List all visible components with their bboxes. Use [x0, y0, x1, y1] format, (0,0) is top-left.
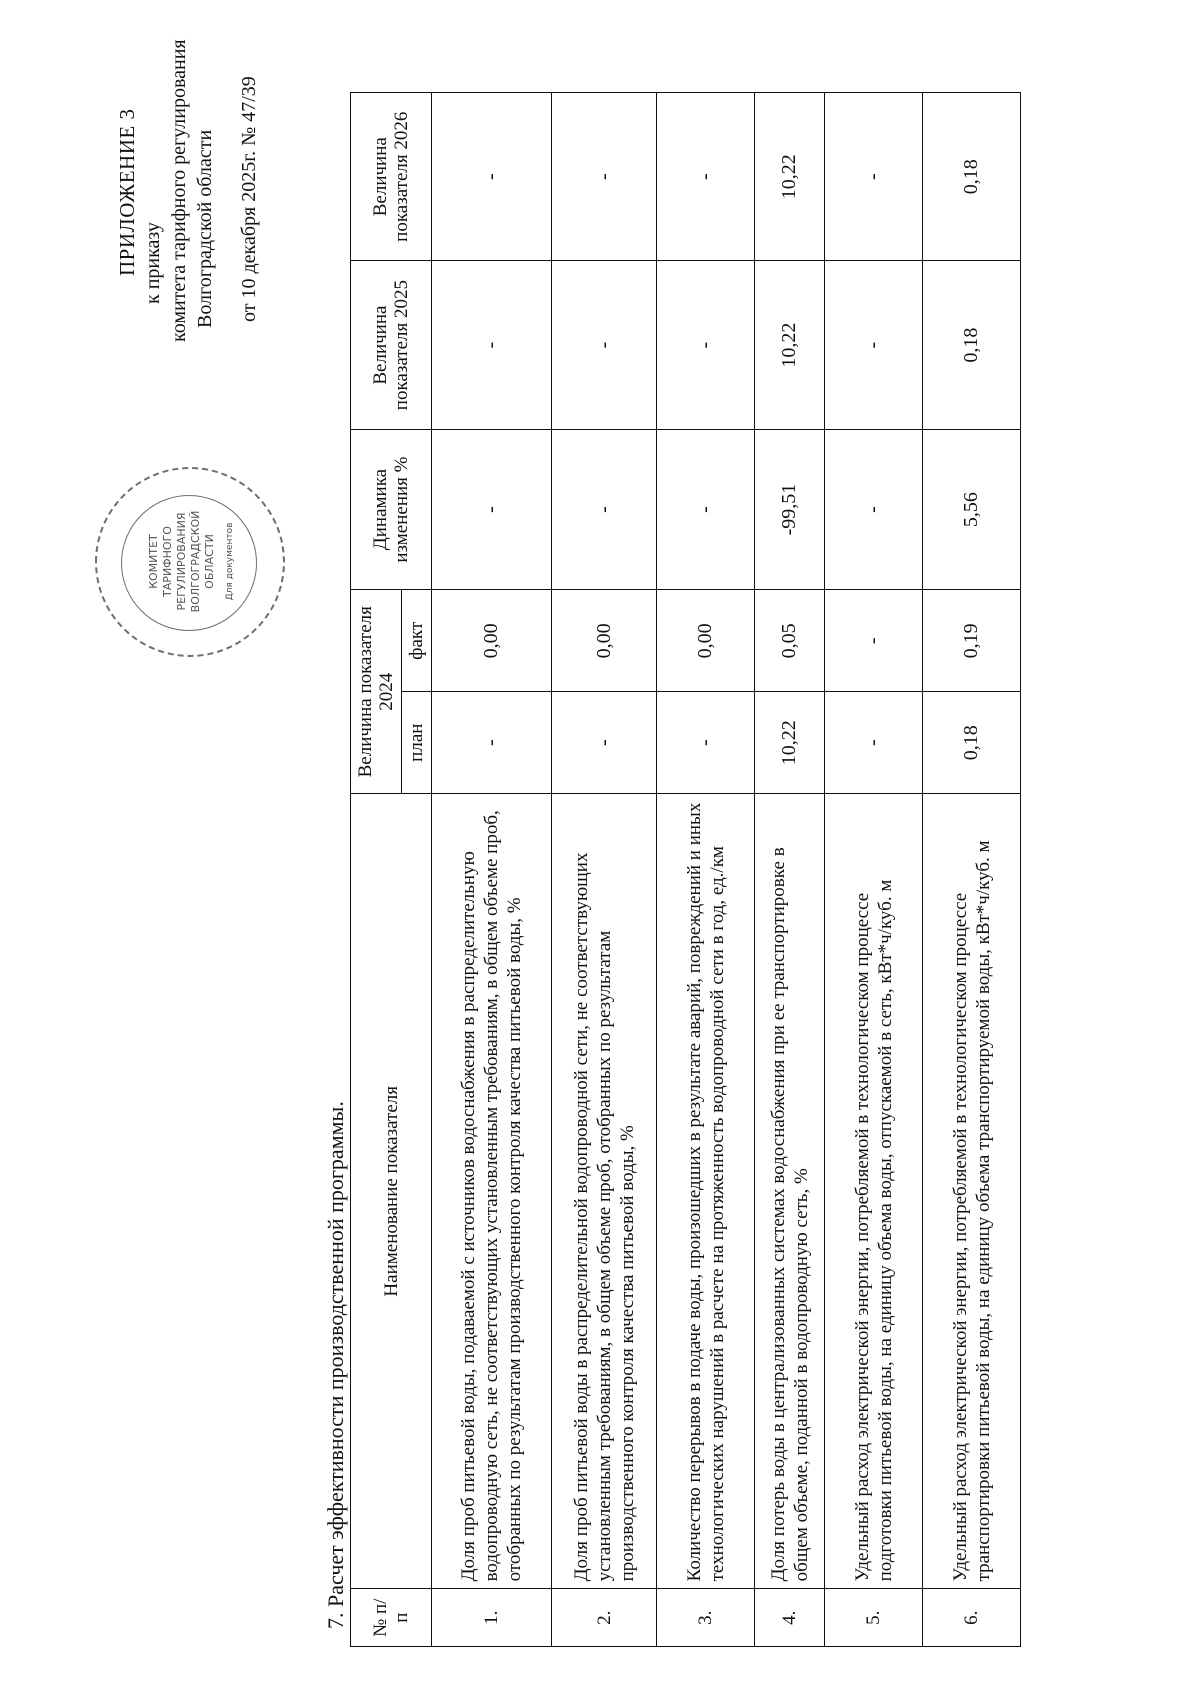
appendix-line-committee: комитета тарифного регулирования	[168, 39, 190, 342]
table-row	[657, 93, 755, 1647]
appendix-title: ПРИЛОЖЕНИЕ 3	[115, 108, 139, 276]
header-plan: план	[402, 692, 432, 794]
appendix-line-order: к приказу	[142, 222, 164, 304]
row-2026: 0,18	[923, 93, 1021, 261]
row-2026: -	[825, 93, 923, 261]
stamp-line: КОМИТЕТ	[147, 534, 160, 589]
row-fact: 0,00	[657, 590, 755, 692]
row-plan: -	[657, 692, 755, 794]
row-2026: -	[432, 93, 552, 261]
row-plan: -	[432, 692, 552, 794]
row-2025: -	[657, 261, 755, 429]
row-dynamics: 5,56	[923, 429, 1021, 590]
row-fact: 0,00	[552, 590, 657, 692]
official-stamp	[95, 467, 285, 657]
stamp-line: РЕГУЛИРОВАНИЯ	[175, 512, 188, 611]
row-fact: 0,00	[432, 590, 552, 692]
stamp-line: Для документов	[225, 522, 235, 601]
table-row	[923, 93, 1021, 1647]
row-2026: -	[552, 93, 657, 261]
stamp-line: ТАРИФНОГО	[161, 526, 174, 597]
row-2025: 10,22	[755, 261, 825, 429]
row-2025: 0,18	[923, 261, 1021, 429]
row-2025: -	[552, 261, 657, 429]
stamp-line: ОБЛАСТИ	[203, 534, 216, 589]
row-name: Доля проб питьевой воды в распределительной водопроводной сети, не соответствующих установленным требованиям, в общем объеме проб, отобранных по результатам производственного контроля качества питьевой воды, %	[552, 794, 657, 1589]
row-name: Доля проб питьевой воды, подаваемой с источников водоснабжения в распределительную водопроводную сеть, не соответствующих установленным требованиям, в общем объеме проб, отобранных по результатам производственного контроля качества питьевой воды, %	[432, 794, 552, 1589]
row-plan: -	[825, 692, 923, 794]
row-plan: 10,22	[755, 692, 825, 794]
appendix-line-region: Волгоградской области	[194, 129, 216, 328]
row-num: 5.	[825, 1589, 923, 1647]
row-num: 4.	[755, 1589, 825, 1647]
row-dynamics: -99,51	[755, 429, 825, 590]
row-num: 1.	[432, 1589, 552, 1647]
row-num: 3.	[657, 1589, 755, 1647]
header-2024: Величина показателя 2024	[351, 590, 402, 794]
row-plan: -	[552, 692, 657, 794]
row-fact: 0,19	[923, 590, 1021, 692]
appendix-date: от 10 декабря 2025г. № 47/39	[238, 76, 260, 322]
header-fact: факт	[402, 590, 432, 692]
row-2026: 10,22	[755, 93, 825, 261]
row-plan: 0,18	[923, 692, 1021, 794]
header-num: № п/п	[351, 1589, 432, 1647]
stamp-line: ВОЛГОГРАДСКОЙ	[189, 510, 202, 613]
row-dynamics: -	[432, 429, 552, 590]
header-dynamics: Динамика изменения %	[351, 429, 432, 590]
row-num: 2.	[552, 1589, 657, 1647]
row-num: 6.	[923, 1589, 1021, 1647]
appendix-header	[115, 12, 261, 372]
table-row	[432, 93, 552, 1647]
table-row	[552, 93, 657, 1647]
row-dynamics: -	[552, 429, 657, 590]
section-title: 7. Расчет эффективности производственной программы.	[323, 1101, 348, 1629]
row-name: Доля потерь воды в централизованных системах водоснабжения при ее транспортировке в общем объеме, поданной в водопроводную сеть, %	[755, 794, 825, 1589]
row-2026: -	[657, 93, 755, 261]
stamp-text	[147, 504, 237, 619]
row-name: Удельный расход электрической энергии, потребляемой в технологическом процессе транспортировки питьевой воды, на единицу объема транспортируемой воды, кВт*ч/куб. м	[923, 794, 1021, 1589]
table-row	[825, 93, 923, 1647]
row-name: Удельный расход электрической энергии, потребляемой в технологическом процессе подготовки питьевой воды, на единицу объема воды, отпускаемой в сеть, кВт*ч/куб. м	[825, 794, 923, 1589]
header-2025: Величина показателя 2025	[351, 261, 432, 429]
table-row	[755, 93, 825, 1647]
row-2025: -	[432, 261, 552, 429]
header-name: Наименование показателя	[351, 794, 432, 1589]
row-2025: -	[825, 261, 923, 429]
header-2026: Величина показателя 2026	[351, 93, 432, 261]
row-fact: -	[825, 590, 923, 692]
row-dynamics: -	[825, 429, 923, 590]
efficiency-table	[350, 92, 1021, 1647]
row-dynamics: -	[657, 429, 755, 590]
row-name: Количество перерывов в подаче воды, произошедших в результате аварий, повреждений и иных технологических нарушений в расчете на протяженность водопроводной сети в год, ед./км	[657, 794, 755, 1589]
row-fact: 0,05	[755, 590, 825, 692]
